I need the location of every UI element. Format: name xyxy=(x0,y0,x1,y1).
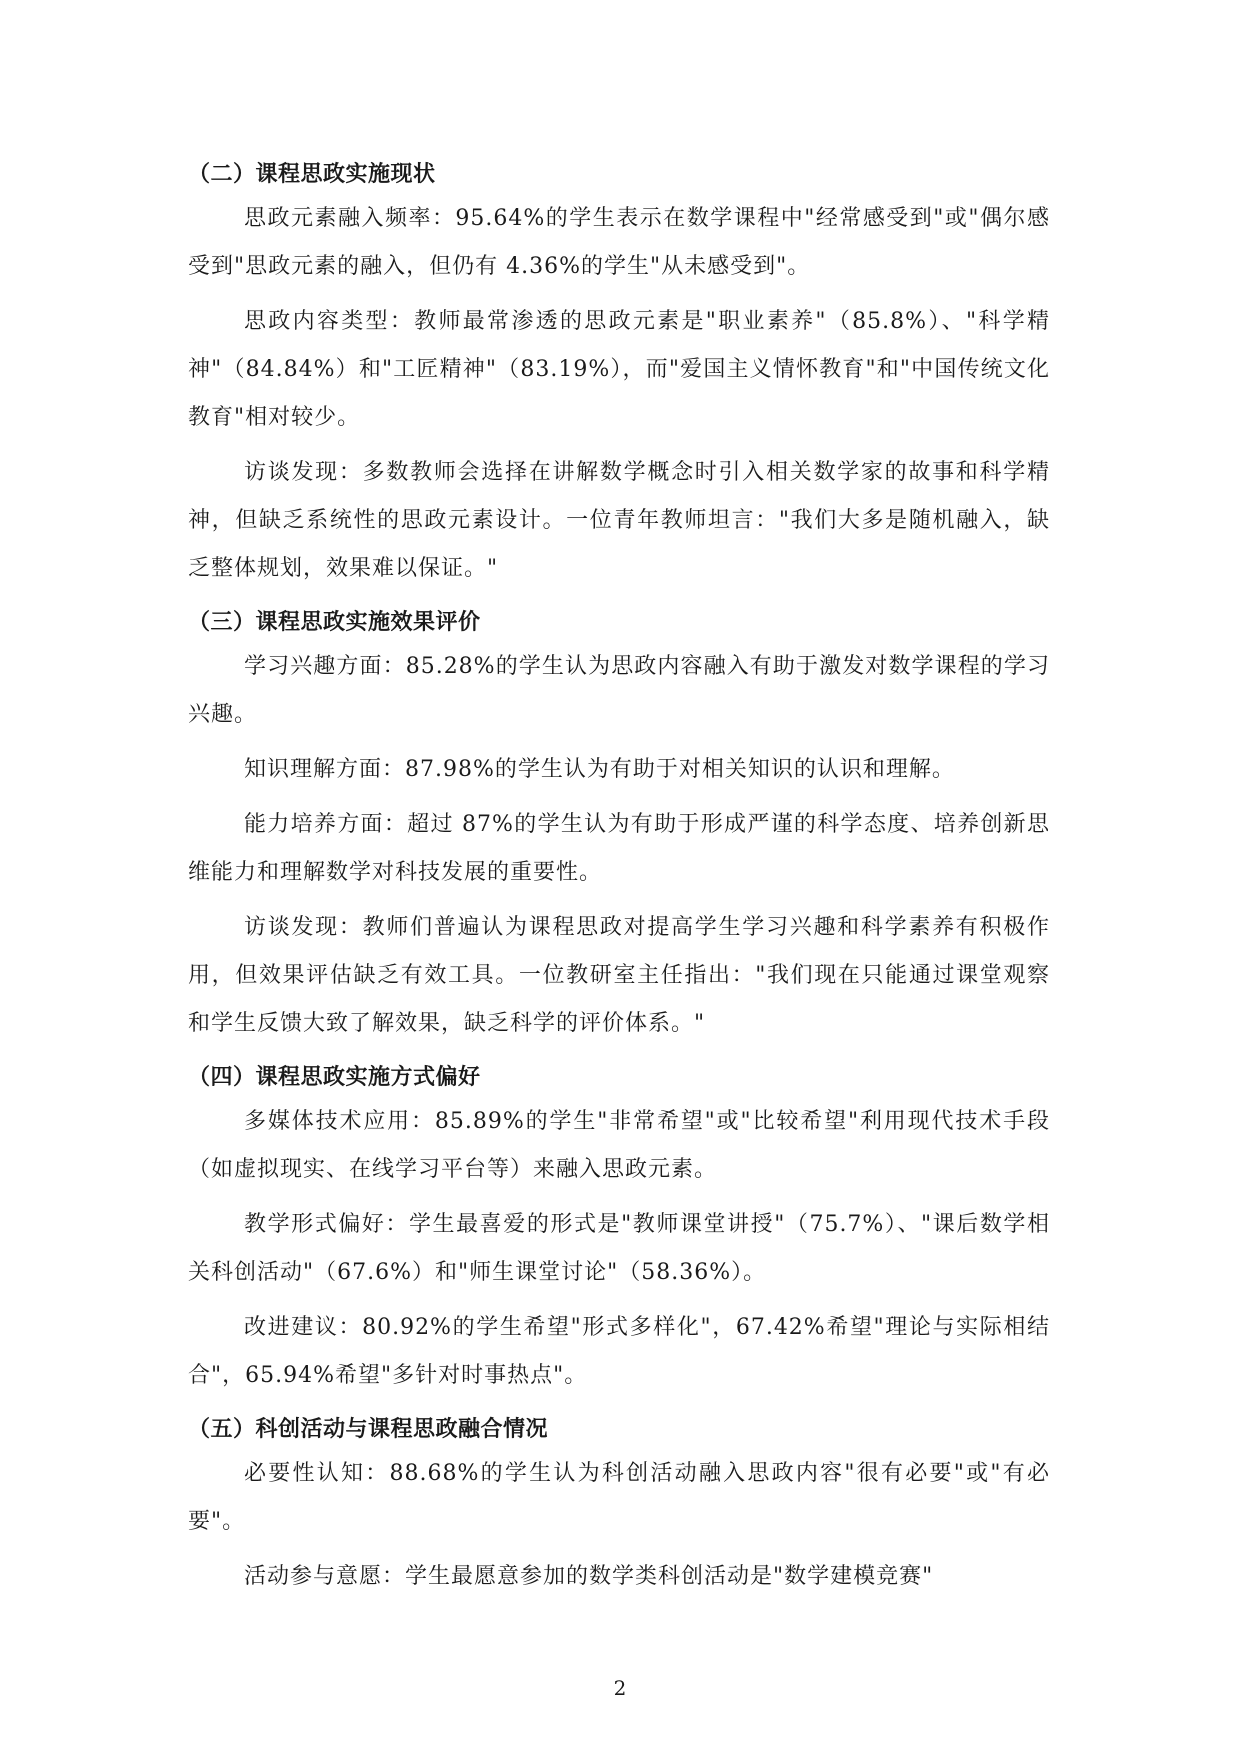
paragraph: 能力培养方面：超过 87%的学生认为有助于形成严谨的科学态度、培养创新思维能力和理解数学对科技发展的重要性。 xyxy=(188,812,1050,885)
paragraph: 思政元素融入频率：95.64%的学生表示在数学课程中"经常感受到"或"偶尔感受到"思政元素的融入，但仍有 4.36%的学生"从未感受到"。 xyxy=(188,206,1050,279)
document-body xyxy=(188,152,1050,1608)
paragraph: 必要性认知：88.68%的学生认为科创活动融入思政内容"很有必要"或"有必要"。 xyxy=(188,1461,1050,1534)
paragraph: 活动参与意愿：学生最愿意参加的数学类科创活动是"数学建模竞赛" xyxy=(244,1564,934,1589)
page-number: 2 xyxy=(613,1676,627,1700)
paragraph: 学习兴趣方面：85.28%的学生认为思政内容融入有助于激发对数学课程的学习兴趣。 xyxy=(188,654,1050,727)
paragraph: 访谈发现：多数教师会选择在讲解数学概念时引入相关数学家的故事和科学精神，但缺乏系统性的思政元素设计。一位青年教师坦言："我们大多是随机融入，缺乏整体规划，效果难以保证。" xyxy=(188,460,1050,581)
paragraph: 多媒体技术应用：85.89%的学生"非常希望"或"比较希望"利用现代技术手段（如虚拟现实、在线学习平台等）来融入思政元素。 xyxy=(188,1109,1050,1182)
section-heading: （二）课程思政实施现状 xyxy=(188,162,436,187)
paragraph: 教学形式偏好：学生最喜爱的形式是"教师课堂讲授"（75.7%）、"课后数学相关科创活动"（67.6%）和"师生课堂讨论"（58.36%）。 xyxy=(188,1212,1050,1285)
paragraph: 访谈发现：教师们普遍认为课程思政对提高学生学习兴趣和科学素养有积极作用，但效果评估缺乏有效工具。一位教研室主任指出："我们现在只能通过课堂观察和学生反馈大致了解效果，缺乏科学的评价体系。" xyxy=(188,915,1050,1036)
paragraph: 知识理解方面：87.98%的学生认为有助于对相关知识的认识和理解。 xyxy=(244,757,955,782)
section-heading: （四）课程思政实施方式偏好 xyxy=(188,1065,481,1090)
paragraph: 改进建议：80.92%的学生希望"形式多样化"，67.42%希望"理论与实际相结合"，65.94%希望"多针对时事热点"。 xyxy=(188,1315,1050,1388)
section-heading: （三）课程思政实施效果评价 xyxy=(188,610,481,635)
paragraph: 思政内容类型：教师最常渗透的思政元素是"职业素养"（85.8%）、"科学精神"（84.84%）和"工匠精神"（83.19%），而"爱国主义情怀教育"和"中国传统文化教育"相对较少。 xyxy=(188,309,1050,430)
section-heading: （五）科创活动与课程思政融合情况 xyxy=(188,1417,549,1442)
